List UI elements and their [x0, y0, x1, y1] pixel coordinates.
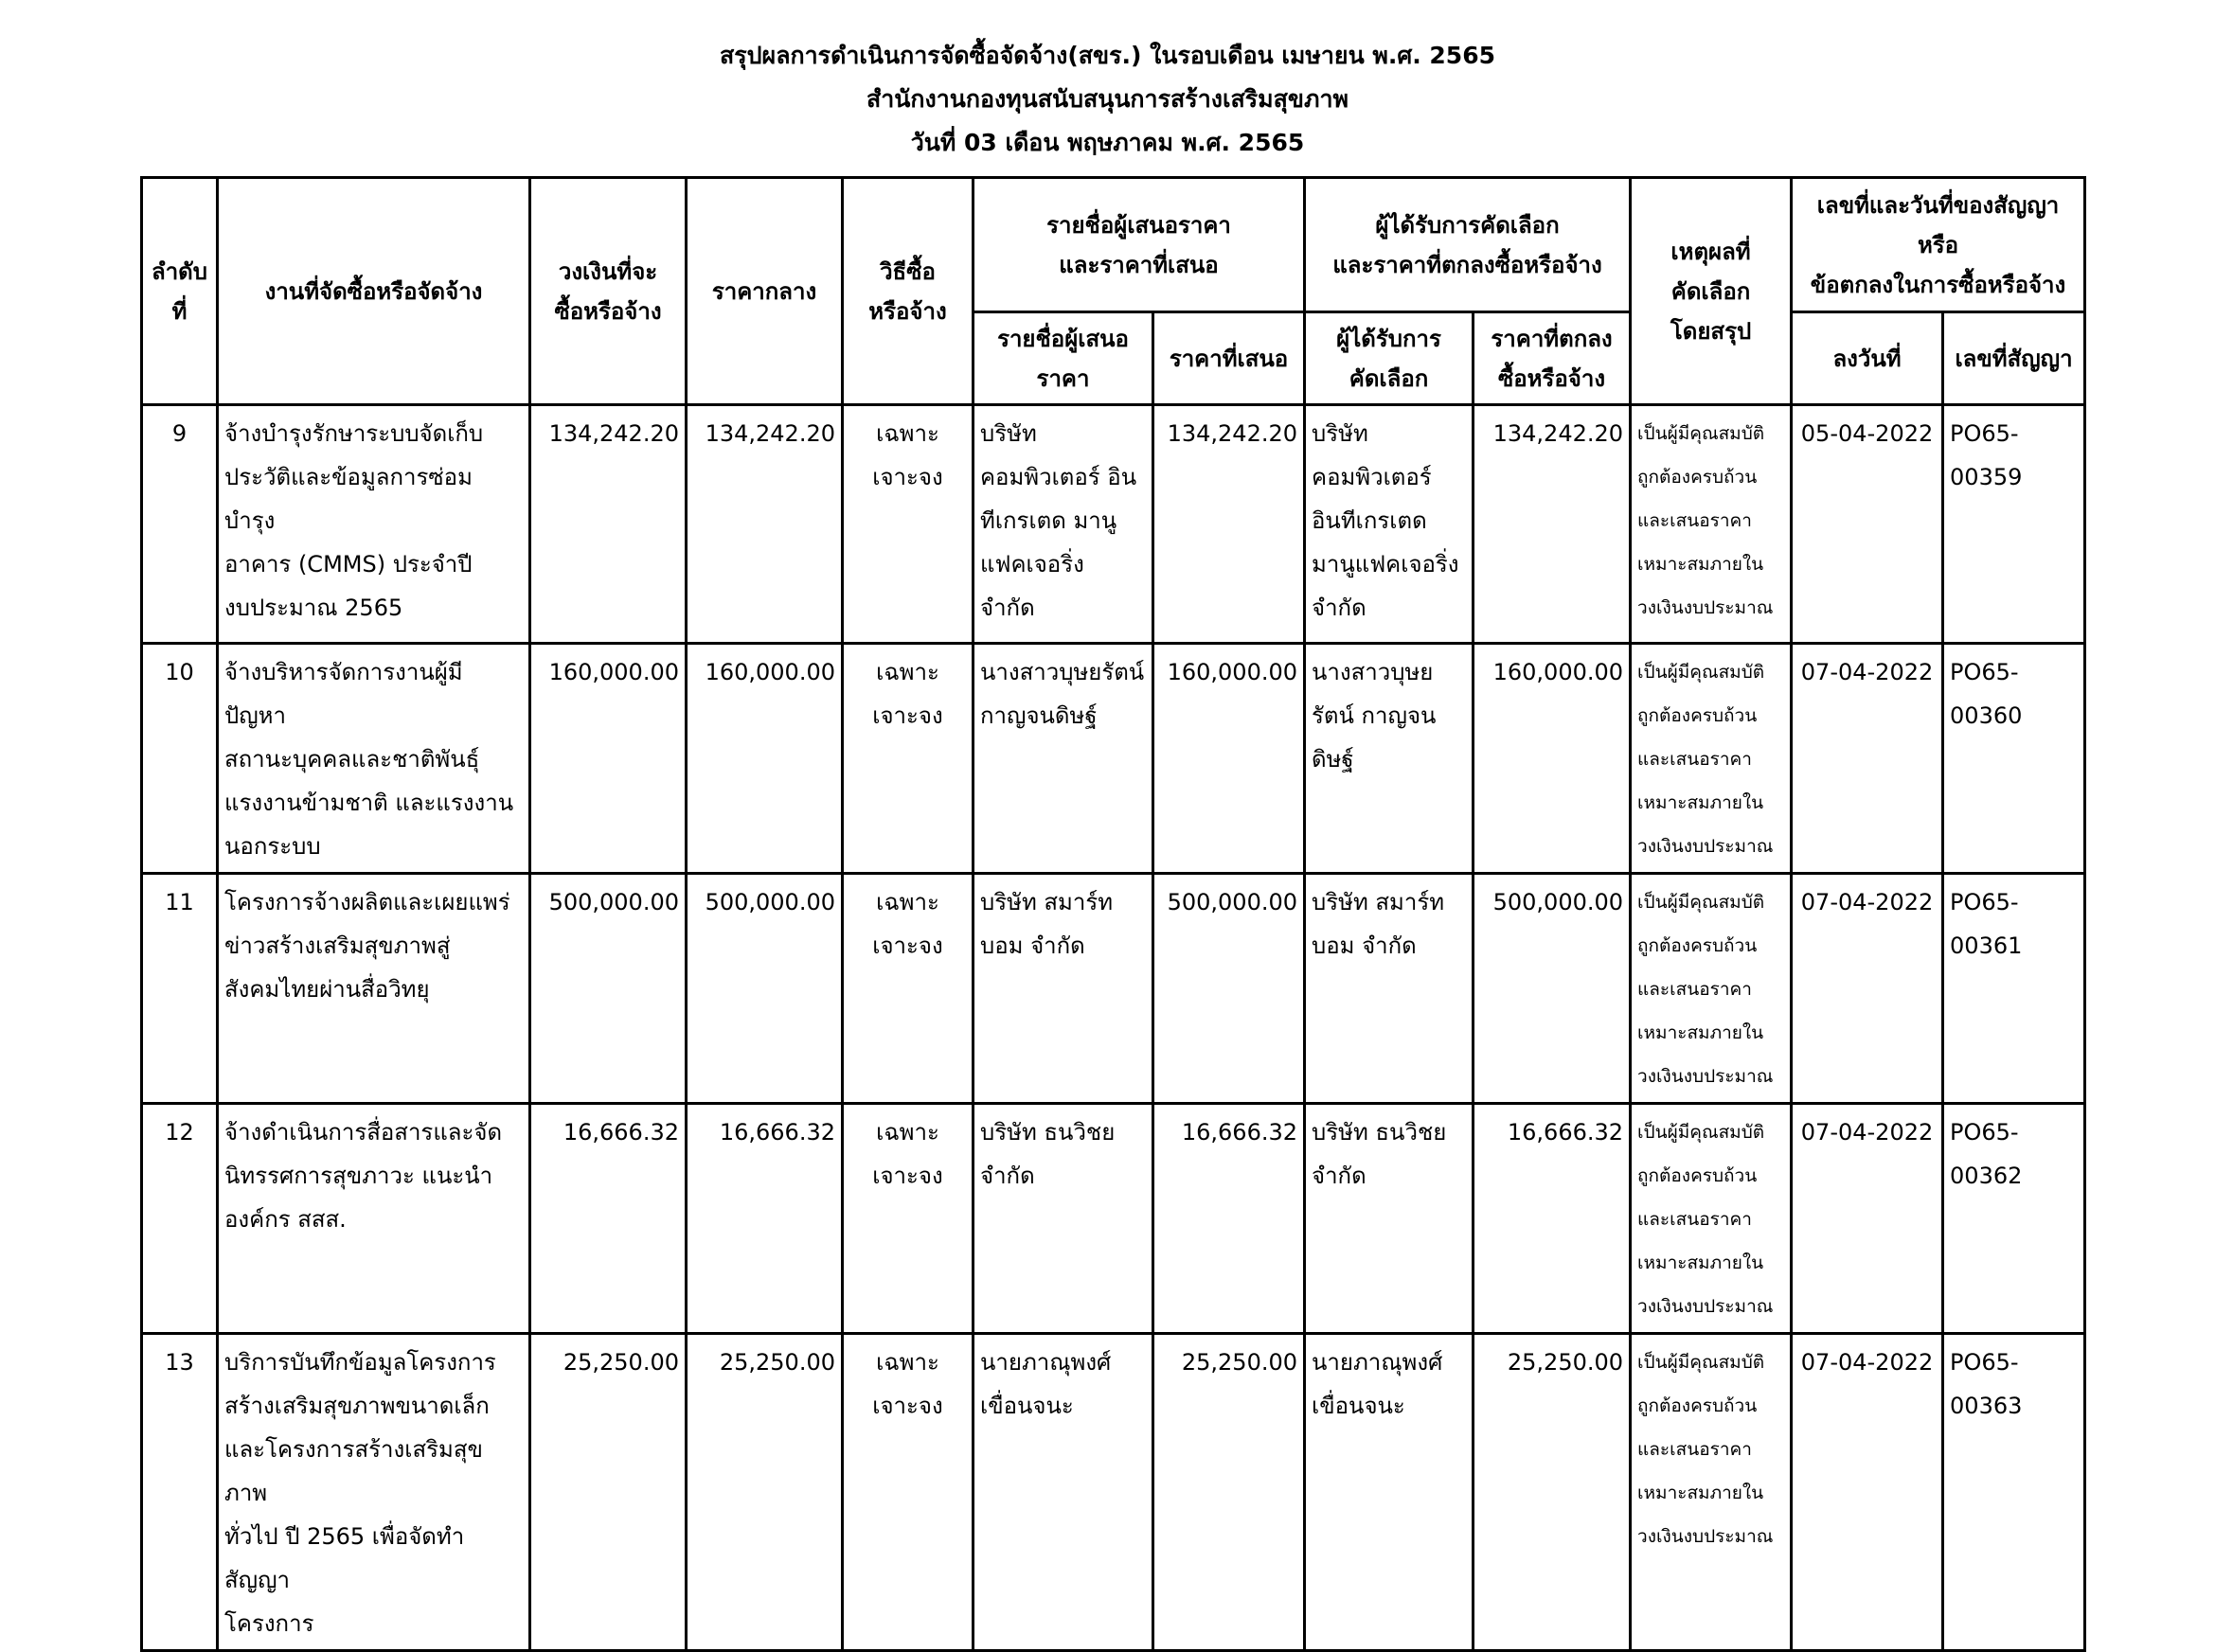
row-agreed-price: 134,242.20: [1474, 405, 1631, 644]
row-agreed-price: 25,250.00: [1474, 1334, 1631, 1651]
row-bidder-name: บริษัท ธนวิชย จำกัด: [974, 1104, 1153, 1334]
row-contract-no: PO65-00359: [1943, 405, 2085, 644]
row-no: 9: [142, 405, 218, 644]
row-agreed-price: 16,666.32: [1474, 1104, 1631, 1334]
row-method: เฉพาะ เจาะจง: [843, 1104, 974, 1334]
document-title: สรุปผลการดำเนินการจัดซื้อจัดจ้าง(สขร.) ในรอบเดือน เมษายน พ.ศ. 2565: [719, 42, 1495, 69]
row-task: จ้างบำรุงรักษาระบบจัดเก็บ ประวัติและข้อมูลการซ่อมบำรุง อาคาร (CMMS) ประจำปี งบประมาณ 2565: [218, 405, 530, 644]
row-reason: เป็นผู้มีคุณสมบัติ ถูกต้องครบถ้วน และเสนอราคา เหมาะสมภายใน วงเงินงบประมาณ: [1631, 874, 1792, 1104]
row-contract-date: 07-04-2022: [1792, 644, 1943, 874]
row-task: จ้างบริหารจัดการงานผู้มีปัญหา สถานะบุคคลและชาติพันธุ์ แรงงานข้ามชาติ และแรงงาน นอกระบบ: [218, 644, 530, 874]
row-agreed-price: 500,000.00: [1474, 874, 1631, 1104]
header-contract-no: เลขที่สัญญา: [1943, 312, 2085, 405]
header-winner-group: ผู้ได้รับการคัดเลือก และราคาที่ตกลงซื้อหรือจ้าง: [1305, 178, 1631, 312]
row-agreed-price: 160,000.00: [1474, 644, 1631, 874]
row-contract-date: 07-04-2022: [1792, 874, 1943, 1104]
row-no: 11: [142, 874, 218, 1104]
row-bid-price: 134,242.20: [1153, 405, 1305, 644]
row-budget: 160,000.00: [530, 644, 687, 874]
table-row: [142, 874, 2085, 1104]
header-bid-price: ราคาที่เสนอ: [1153, 312, 1305, 405]
row-contract-date: 07-04-2022: [1792, 1104, 1943, 1334]
row-task: บริการบันทึกข้อมูลโครงการ สร้างเสริมสุขภาพขนาดเล็ก และโครงการสร้างเสริมสุขภาพ ทั่วไป ปี 2565 เพื่อจัดทำสัญญา โครงการ: [218, 1334, 530, 1651]
header-agreed-price: ราคาที่ตกลง ซื้อหรือจ้าง: [1474, 312, 1631, 405]
document-header: [0, 34, 2215, 165]
header-task: งานที่จัดซื้อหรือจัดจ้าง: [218, 178, 530, 405]
header-contract-date: ลงวันที่: [1792, 312, 1943, 405]
row-method: เฉพาะ เจาะจง: [843, 1334, 974, 1651]
header-no: ลำดับ ที่: [142, 178, 218, 405]
header-reason: เหตุผลที่ คัดเลือก โดยสรุป: [1631, 178, 1792, 405]
table-header-row-1: [142, 178, 2085, 312]
row-method: เฉพาะ เจาะจง: [843, 644, 974, 874]
table-row: [142, 405, 2085, 644]
row-reason: เป็นผู้มีคุณสมบัติ ถูกต้องครบถ้วน และเสนอราคา เหมาะสมภายใน วงเงินงบประมาณ: [1631, 644, 1792, 874]
row-winner-name: บริษัท ธนวิชย จำกัด: [1305, 1104, 1474, 1334]
row-contract-no: PO65-00360: [1943, 644, 2085, 874]
row-median-price: 500,000.00: [687, 874, 843, 1104]
row-bid-price: 500,000.00: [1153, 874, 1305, 1104]
procurement-table: [140, 176, 2086, 1652]
row-winner-name: บริษัท สมาร์ท บอม จำกัด: [1305, 874, 1474, 1104]
row-contract-date: 07-04-2022: [1792, 1334, 1943, 1651]
row-budget: 500,000.00: [530, 874, 687, 1104]
row-reason: เป็นผู้มีคุณสมบัติ ถูกต้องครบถ้วน และเสนอราคา เหมาะสมภายใน วงเงินงบประมาณ: [1631, 405, 1792, 644]
row-contract-no: PO65-00361: [1943, 874, 2085, 1104]
table-row: [142, 644, 2085, 874]
row-bidder-name: บริษัท คอมพิวเตอร์ อิน ทีเกรเตด มานู แฟคเจอริ่ง จำกัด: [974, 405, 1153, 644]
header-method: วิธีซื้อ หรือจ้าง: [843, 178, 974, 405]
row-bid-price: 16,666.32: [1153, 1104, 1305, 1334]
row-bid-price: 160,000.00: [1153, 644, 1305, 874]
row-method: เฉพาะ เจาะจง: [843, 874, 974, 1104]
header-bidders-group: รายชื่อผู้เสนอราคา และราคาที่เสนอ: [974, 178, 1305, 312]
row-no: 12: [142, 1104, 218, 1334]
header-contract-group: เลขที่และวันที่ของสัญญาหรือ ข้อตกลงในการซื้อหรือจ้าง: [1792, 178, 2085, 312]
row-contract-date: 05-04-2022: [1792, 405, 1943, 644]
table-row: [142, 1104, 2085, 1334]
header-budget: วงเงินที่จะ ซื้อหรือจ้าง: [530, 178, 687, 405]
row-reason: เป็นผู้มีคุณสมบัติ ถูกต้องครบถ้วน และเสนอราคา เหมาะสมภายใน วงเงินงบประมาณ: [1631, 1104, 1792, 1334]
row-winner-name: นายภาณุพงศ์ เขื่อนจนะ: [1305, 1334, 1474, 1651]
row-budget: 25,250.00: [530, 1334, 687, 1651]
row-budget: 16,666.32: [530, 1104, 687, 1334]
row-contract-no: PO65-00362: [1943, 1104, 2085, 1334]
row-method: เฉพาะ เจาะจง: [843, 405, 974, 644]
row-no: 10: [142, 644, 218, 874]
header-median-price: ราคากลาง: [687, 178, 843, 405]
row-task: จ้างดำเนินการสื่อสารและจัด นิทรรศการสุขภาวะ แนะนำ องค์กร สสส.: [218, 1104, 530, 1334]
row-bidder-name: บริษัท สมาร์ท บอม จำกัด: [974, 874, 1153, 1104]
row-winner-name: บริษัท คอมพิวเตอร์ อินทีเกรเตด มานูแฟคเจอริ่ง จำกัด: [1305, 405, 1474, 644]
report-date: วันที่ 03 เดือน พฤษภาคม พ.ศ. 2565: [910, 129, 1305, 156]
row-bid-price: 25,250.00: [1153, 1334, 1305, 1651]
row-task: โครงการจ้างผลิตและเผยแพร่ ข่าวสร้างเสริมสุขภาพสู่ สังคมไทยผ่านสื่อวิทยุ: [218, 874, 530, 1104]
row-median-price: 25,250.00: [687, 1334, 843, 1651]
row-bidder-name: นางสาวบุษยรัตน์ กาญจนดิษฐ์: [974, 644, 1153, 874]
header-bidder-name: รายชื่อผู้เสนอ ราคา: [974, 312, 1153, 405]
row-median-price: 160,000.00: [687, 644, 843, 874]
organization-name: สำนักงานกองทุนสนับสนุนการสร้างเสริมสุขภาพ: [866, 85, 1349, 113]
row-reason: เป็นผู้มีคุณสมบัติ ถูกต้องครบถ้วน และเสนอราคา เหมาะสมภายใน วงเงินงบประมาณ: [1631, 1334, 1792, 1651]
row-contract-no: PO65-00363: [1943, 1334, 2085, 1651]
row-median-price: 134,242.20: [687, 405, 843, 644]
row-no: 13: [142, 1334, 218, 1651]
table-row: [142, 1334, 2085, 1651]
row-bidder-name: นายภาณุพงศ์ เขื่อนจนะ: [974, 1334, 1153, 1651]
row-median-price: 16,666.32: [687, 1104, 843, 1334]
row-winner-name: นางสาวบุษย รัตน์ กาญจน ดิษฐ์: [1305, 644, 1474, 874]
header-winner-name: ผู้ได้รับการ คัดเลือก: [1305, 312, 1474, 405]
row-budget: 134,242.20: [530, 405, 687, 644]
